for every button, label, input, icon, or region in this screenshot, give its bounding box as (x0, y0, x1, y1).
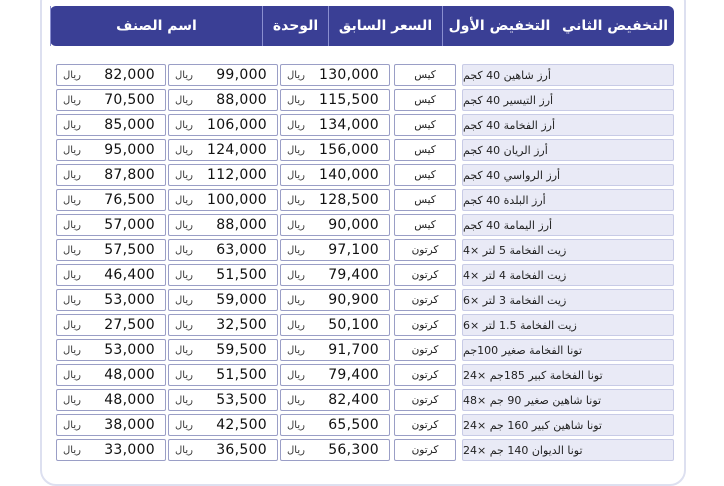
item-unit: كيس (394, 114, 456, 136)
old-price-cell (280, 264, 390, 286)
currency-label: ريال (287, 394, 305, 406)
old-price-cell (280, 314, 390, 336)
currency-label: ريال (287, 444, 305, 456)
item-unit: كيس (394, 189, 456, 211)
discount1-value: 112,000 (207, 167, 267, 183)
discount2-cell (56, 239, 166, 261)
old-price-value: 140,000 (319, 167, 379, 183)
item-name: أرز الرواسي 40 كجم (462, 164, 674, 186)
old-price-value: 82,400 (328, 392, 379, 408)
old-price-cell (280, 339, 390, 361)
discount1-value: 88,000 (216, 92, 267, 108)
discount2-cell (56, 439, 166, 461)
discount1-value: 124,000 (207, 142, 267, 158)
table-row (52, 139, 674, 164)
currency-label: ريال (287, 294, 305, 306)
old-price-value: 65,500 (328, 417, 379, 433)
discount1-cell (168, 339, 278, 361)
discount2-value: 87,800 (104, 167, 155, 183)
item-name: تونا شاهين كبير 160 جم ×24 (462, 414, 674, 436)
table-row (52, 414, 674, 439)
discount2-cell (56, 164, 166, 186)
item-name: زيت الفخامة 5 لتر ×4 (462, 239, 674, 261)
discount2-cell (56, 189, 166, 211)
old-price-value: 56,300 (328, 442, 379, 458)
item-unit: كيس (394, 214, 456, 236)
currency-label: ريال (63, 344, 81, 356)
table-row (52, 239, 674, 264)
item-unit: كرتون (394, 414, 456, 436)
currency-label: ريال (175, 169, 193, 181)
old-price-value: 90,900 (328, 292, 379, 308)
item-unit: كيس (394, 64, 456, 86)
item-unit: كرتون (394, 339, 456, 361)
discount1-value: 106,000 (207, 117, 267, 133)
currency-label: ريال (175, 419, 193, 431)
item-name: أرز البلدة 40 كجم (462, 189, 674, 211)
table-row (52, 64, 674, 89)
discount1-cell (168, 389, 278, 411)
old-price-value: 50,100 (328, 317, 379, 333)
old-price-value: 91,700 (328, 342, 379, 358)
currency-label: ريال (287, 344, 305, 356)
currency-label: ريال (63, 244, 81, 256)
discount1-cell (168, 164, 278, 186)
table-row (52, 289, 674, 314)
header-discount-2: التخفيض الثاني (561, 18, 669, 34)
header-old-price: السعر السابق (328, 6, 442, 46)
item-unit: كرتون (394, 239, 456, 261)
old-price-value: 90,000 (328, 217, 379, 233)
discount2-cell (56, 364, 166, 386)
discount2-value: 48,000 (104, 392, 155, 408)
price-table-body (52, 64, 674, 464)
discount2-value: 48,000 (104, 367, 155, 383)
item-name: تونا الفخامة صغير 100جم (462, 339, 674, 361)
old-price-value: 130,000 (319, 67, 379, 83)
currency-label: ريال (287, 219, 305, 231)
currency-label: ريال (287, 419, 305, 431)
discount2-value: 85,000 (104, 117, 155, 133)
currency-label: ريال (63, 444, 81, 456)
discount2-value: 70,500 (104, 92, 155, 108)
discount1-cell (168, 139, 278, 161)
currency-label: ريال (63, 369, 81, 381)
old-price-cell (280, 389, 390, 411)
table-row (52, 214, 674, 239)
table-row (52, 264, 674, 289)
discount1-value: 36,500 (216, 442, 267, 458)
currency-label: ريال (287, 244, 305, 256)
currency-label: ريال (63, 194, 81, 206)
discount2-cell (56, 64, 166, 86)
discount1-cell (168, 214, 278, 236)
discount1-value: 59,000 (216, 292, 267, 308)
table-header (50, 6, 674, 46)
table-row (52, 189, 674, 214)
header-unit: الوحدة (262, 6, 328, 46)
currency-label: ريال (175, 94, 193, 106)
discount1-value: 59,500 (216, 342, 267, 358)
old-price-cell (280, 214, 390, 236)
currency-label: ريال (175, 319, 193, 331)
currency-label: ريال (63, 119, 81, 131)
item-unit: كيس (394, 139, 456, 161)
currency-label: ريال (63, 69, 81, 81)
old-price-value: 134,000 (319, 117, 379, 133)
item-name: تونا شاهين صغير 90 جم ×48 (462, 389, 674, 411)
currency-label: ريال (175, 294, 193, 306)
item-name: زيت الفخامة 1.5 لتر ×6 (462, 314, 674, 336)
discount1-value: 42,500 (216, 417, 267, 433)
currency-label: ريال (175, 219, 193, 231)
table-row (52, 164, 674, 189)
item-name: زيت الفخامة 4 لتر ×4 (462, 264, 674, 286)
old-price-cell (280, 439, 390, 461)
discount2-value: 53,000 (104, 342, 155, 358)
discount2-value: 82,000 (104, 67, 155, 83)
discount2-value: 95,000 (104, 142, 155, 158)
discount2-cell (56, 114, 166, 136)
table-row (52, 114, 674, 139)
table-row (52, 89, 674, 114)
old-price-cell (280, 139, 390, 161)
table-row (52, 364, 674, 389)
currency-label: ريال (175, 444, 193, 456)
discount1-cell (168, 239, 278, 261)
discount2-cell (56, 264, 166, 286)
discount2-value: 57,000 (104, 217, 155, 233)
discount1-value: 51,500 (216, 267, 267, 283)
discount1-cell (168, 89, 278, 111)
currency-label: ريال (287, 69, 305, 81)
discount1-cell (168, 314, 278, 336)
currency-label: ريال (63, 419, 81, 431)
item-name: تونا الديوان 140 جم ×24 (462, 439, 674, 461)
discount2-value: 76,500 (104, 192, 155, 208)
item-unit: كرتون (394, 389, 456, 411)
item-unit: كرتون (394, 439, 456, 461)
item-name: أرز الريان 40 كجم (462, 139, 674, 161)
currency-label: ريال (287, 94, 305, 106)
discount2-value: 53,000 (104, 292, 155, 308)
discount1-cell (168, 64, 278, 86)
old-price-cell (280, 364, 390, 386)
discount1-cell (168, 114, 278, 136)
discount2-cell (56, 89, 166, 111)
item-name: أرز شاهين 40 كجم (462, 64, 674, 86)
currency-label: ريال (175, 269, 193, 281)
old-price-cell (280, 114, 390, 136)
currency-label: ريال (63, 394, 81, 406)
old-price-value: 79,400 (328, 267, 379, 283)
discount2-value: 33,000 (104, 442, 155, 458)
header-discount-1: التخفيض الأول (442, 6, 556, 46)
old-price-value: 79,400 (328, 367, 379, 383)
item-unit: كيس (394, 89, 456, 111)
item-name: أرز التيسير 40 كجم (462, 89, 674, 111)
currency-label: ريال (287, 144, 305, 156)
item-unit: كرتون (394, 289, 456, 311)
old-price-value: 97,100 (328, 242, 379, 258)
currency-label: ريال (175, 244, 193, 256)
item-unit: كرتون (394, 364, 456, 386)
discount1-cell (168, 264, 278, 286)
discount1-cell (168, 364, 278, 386)
currency-label: ريال (63, 169, 81, 181)
discount1-value: 53,500 (216, 392, 267, 408)
discount2-cell (56, 314, 166, 336)
discount2-value: 46,400 (104, 267, 155, 283)
currency-label: ريال (175, 144, 193, 156)
discount1-cell (168, 189, 278, 211)
discount1-cell (168, 289, 278, 311)
currency-label: ريال (63, 144, 81, 156)
discount1-value: 51,500 (216, 367, 267, 383)
table-row (52, 339, 674, 364)
header-name: اسم الصنف (50, 6, 262, 46)
discount2-cell (56, 289, 166, 311)
discount1-value: 100,000 (207, 192, 267, 208)
currency-label: ريال (175, 69, 193, 81)
discount2-value: 57,500 (104, 242, 155, 258)
item-unit: كرتون (394, 314, 456, 336)
currency-label: ريال (63, 269, 81, 281)
item-name: زيت الفخامة 3 لتر ×6 (462, 289, 674, 311)
discount2-cell (56, 139, 166, 161)
old-price-value: 115,500 (319, 92, 379, 108)
currency-label: ريال (175, 194, 193, 206)
discount2-cell (56, 389, 166, 411)
currency-label: ريال (175, 344, 193, 356)
old-price-cell (280, 89, 390, 111)
old-price-cell (280, 414, 390, 436)
currency-label: ريال (63, 319, 81, 331)
currency-label: ريال (63, 94, 81, 106)
table-row (52, 314, 674, 339)
currency-label: ريال (287, 119, 305, 131)
discount2-cell (56, 414, 166, 436)
discount1-value: 99,000 (216, 67, 267, 83)
item-unit: كيس (394, 164, 456, 186)
discount2-value: 27,500 (104, 317, 155, 333)
currency-label: ريال (63, 294, 81, 306)
old-price-cell (280, 164, 390, 186)
table-row (52, 389, 674, 414)
old-price-value: 156,000 (319, 142, 379, 158)
discount1-value: 32,500 (216, 317, 267, 333)
old-price-cell (280, 289, 390, 311)
currency-label: ريال (63, 219, 81, 231)
discount1-cell (168, 414, 278, 436)
discount2-cell (56, 339, 166, 361)
discount2-cell (56, 214, 166, 236)
currency-label: ريال (287, 319, 305, 331)
discount1-cell (168, 439, 278, 461)
item-name: أرز اليمامة 40 كجم (462, 214, 674, 236)
discount2-value: 38,000 (104, 417, 155, 433)
item-name: تونا الفخامة كبير 185جم ×24 (462, 364, 674, 386)
discount1-value: 63,000 (216, 242, 267, 258)
old-price-value: 128,500 (319, 192, 379, 208)
currency-label: ريال (175, 394, 193, 406)
old-price-cell (280, 239, 390, 261)
item-name: أرز الفخامة 40 كجم (462, 114, 674, 136)
currency-label: ريال (175, 119, 193, 131)
currency-label: ريال (287, 369, 305, 381)
table-row (52, 439, 674, 464)
currency-label: ريال (287, 269, 305, 281)
currency-label: ريال (175, 369, 193, 381)
item-unit: كرتون (394, 264, 456, 286)
currency-label: ريال (287, 194, 305, 206)
old-price-cell (280, 64, 390, 86)
discount1-value: 88,000 (216, 217, 267, 233)
currency-label: ريال (287, 169, 305, 181)
old-price-cell (280, 189, 390, 211)
